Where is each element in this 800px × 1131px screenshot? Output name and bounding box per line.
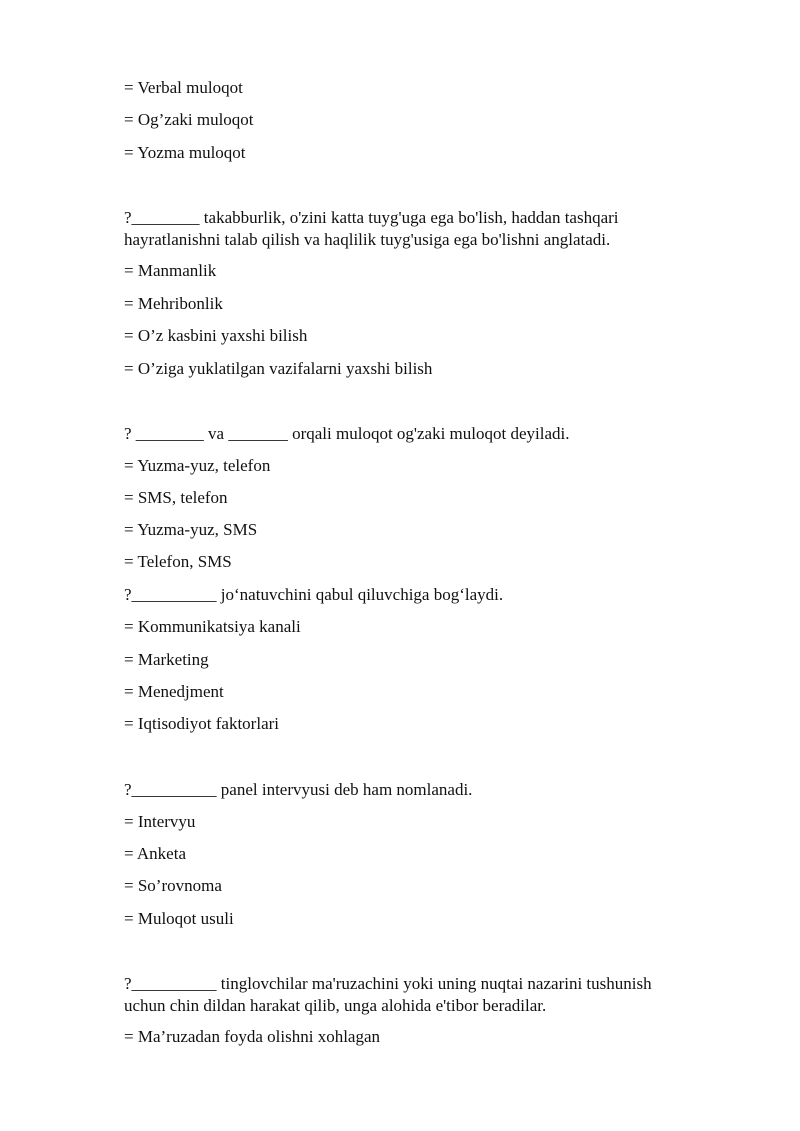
answer-option: = Anketa bbox=[124, 844, 186, 863]
answer-option: = Kommunikatsiya kanali bbox=[124, 617, 301, 636]
question-text: ?__________ panel intervyusi deb ham nomlanadi. bbox=[124, 780, 473, 799]
question-text: ?________ takabburlik, o'zini katta tuyg'uga ega bo'lish, haddan tashqari bbox=[124, 208, 619, 227]
question-text: hayratlanishni talab qilish va haqlilik tuyg'usiga ega bo'lishni anglatadi. bbox=[124, 230, 611, 249]
question-text: uchun chin dildan harakat qilib, unga alohida e'tibor beradilar. bbox=[124, 996, 547, 1015]
answer-option: = Yozma muloqot bbox=[124, 143, 246, 162]
answer-option: = Marketing bbox=[124, 650, 209, 669]
answer-option: = Yuzma-yuz, SMS bbox=[124, 520, 258, 539]
answer-option: = Telefon, SMS bbox=[124, 552, 232, 571]
answer-option: = Manmanlik bbox=[124, 261, 217, 280]
answer-option: = Ma’ruzadan foyda olishni xohlagan bbox=[124, 1027, 381, 1046]
answer-option: = Verbal muloqot bbox=[124, 78, 243, 97]
question-text: ? ________ va _______ orqali muloqot og'zaki muloqot deyiladi. bbox=[124, 424, 570, 443]
answer-option: = O’z kasbini yaxshi bilish bbox=[124, 326, 308, 345]
answer-option: = O’ziga yuklatilgan vazifalarni yaxshi bilish bbox=[124, 359, 433, 378]
answer-option: = Menedjment bbox=[124, 682, 224, 701]
question-text: ?__________ tinglovchilar ma'ruzachini yoki uning nuqtai nazarini tushunish bbox=[124, 974, 652, 993]
answer-option: = Yuzma-yuz, telefon bbox=[124, 456, 271, 475]
answer-option: = So’rovnoma bbox=[124, 876, 222, 895]
answer-option: = Mehribonlik bbox=[124, 294, 223, 313]
answer-option: = Iqtisodiyot faktorlari bbox=[124, 714, 280, 733]
question-text: ?__________ jo‘natuvchini qabul qiluvchiga bog‘laydi. bbox=[124, 585, 504, 604]
answer-option: = SMS, telefon bbox=[124, 488, 228, 507]
answer-option: = Muloqot usuli bbox=[124, 909, 234, 928]
answer-option: = Intervyu bbox=[124, 812, 196, 831]
answer-option: = Og’zaki muloqot bbox=[124, 110, 254, 129]
